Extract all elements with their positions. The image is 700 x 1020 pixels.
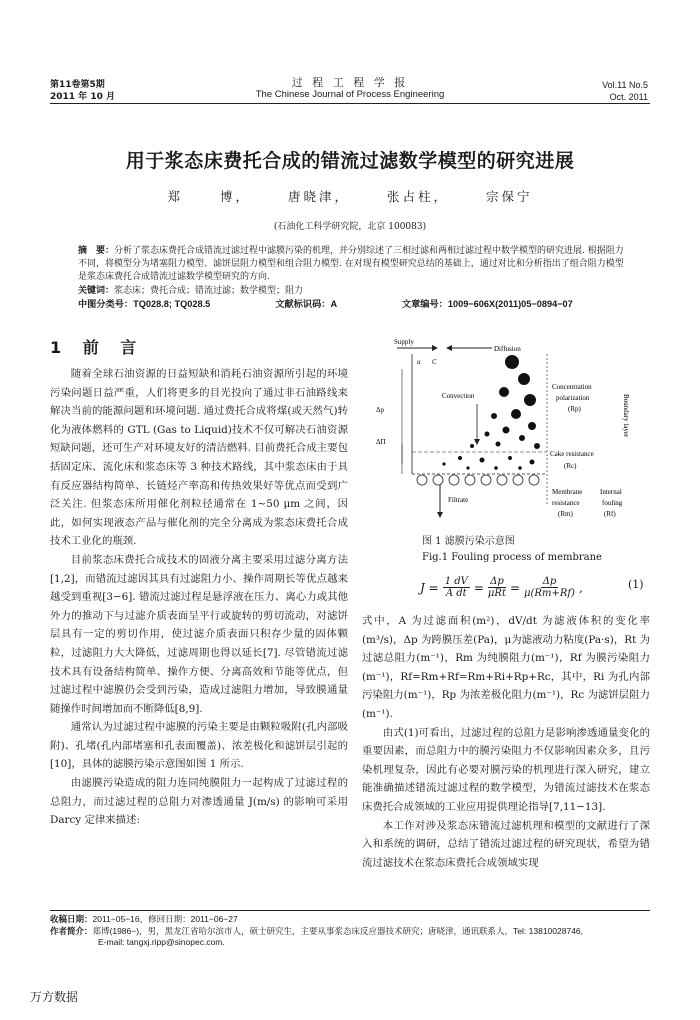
- supply-arrowhead: [432, 345, 438, 351]
- particles: [442, 355, 540, 470]
- right-column: [362, 612, 650, 872]
- label-internal3: (Rf): [604, 510, 616, 518]
- footnote-rule: [50, 910, 650, 911]
- doc-value: A: [330, 298, 337, 309]
- watermark-wanfang: 万方数据: [30, 990, 79, 1004]
- label-rc: (Rc): [564, 462, 577, 470]
- journal-name-cn: 过 程 工 程 学 报: [291, 76, 409, 89]
- pore: [433, 475, 443, 485]
- figure-caption: [362, 534, 700, 566]
- paper-title: 用于浆态床费托合成的错流过滤数学模型的研究进展: [125, 150, 575, 172]
- label-delta-p: Δp: [376, 406, 385, 414]
- diffusion-arrowhead: [446, 345, 452, 351]
- convection-arrowhead: [474, 439, 480, 445]
- label-conc1: Concentration: [552, 383, 592, 391]
- affiliation: (石油化工科学研究院，北京 100083): [273, 222, 427, 232]
- particle: [491, 413, 497, 419]
- particle: [470, 444, 474, 448]
- particle: [519, 435, 525, 441]
- keywords-text: 浆态床；费托合成；错流过滤；数学模型；阻力: [114, 285, 304, 296]
- doc-label: 文献标识码：: [275, 298, 331, 309]
- clc-label: 中图分类号：: [78, 298, 134, 309]
- date-en: Oct. 2011: [609, 92, 648, 102]
- label-convection: Convection: [442, 392, 475, 400]
- journal-name-en: The Chinese Journal of Process Engineering: [255, 89, 445, 100]
- equation-number: (1): [628, 578, 644, 591]
- journal-volume-info: [50, 79, 115, 103]
- article-label: 文章编号：: [401, 298, 448, 309]
- label-internal2: fouling: [602, 499, 623, 507]
- filtrate-arrowhead: [437, 512, 443, 518]
- received-dates: 2011−05−16，修回日期：2011−06−27: [92, 914, 238, 924]
- journal-volume-en: [602, 79, 648, 103]
- pore: [417, 475, 427, 485]
- pore: [513, 475, 523, 485]
- eq-lhs: J =: [420, 580, 439, 595]
- label-conc2: polarization: [556, 394, 590, 402]
- header-rule: [50, 103, 650, 104]
- pore: [449, 475, 459, 485]
- particle: [496, 442, 501, 447]
- eq-frac1-den: A dt: [445, 588, 467, 599]
- particle: [466, 466, 469, 469]
- particle: [485, 432, 490, 437]
- particle: [442, 462, 445, 465]
- label-diffusion: Diffusion: [494, 345, 521, 353]
- particle: [508, 456, 512, 460]
- particle: [505, 355, 519, 369]
- pore: [465, 475, 475, 485]
- pore: [497, 475, 507, 485]
- abstract-text: 分析了浆态床费托合成错流过滤过程中滤膜污染的机理，并分别综述了三相过滤和两相过滤过程中数学模型的研究进展. 根据阻力不同，将模型分为堵塞阻力模型、滤饼层阻力模型和组合阻力模型. 在对现有模型研究总结的基础上，通过对比和分析指出了组合阻力模型是浆态床费托合成错流过滤数学模型研究的方向.: [78, 246, 624, 283]
- issue-date: 2011 年 10 月: [50, 92, 115, 102]
- label-conc3: (Rp): [568, 405, 581, 413]
- eq-frac2-den: μRt: [487, 588, 506, 599]
- particle: [480, 458, 485, 463]
- footnote: [50, 914, 650, 949]
- journal-name: [200, 77, 500, 101]
- pore: [481, 475, 491, 485]
- particle: [503, 427, 510, 434]
- authors: 郑 博， 唐晓津， 张占柱， 宗保宁: [167, 189, 533, 204]
- paragraph: 本工作对涉及浆态床错流过滤机理和模型的文献进行了深入和系统的调研，总结了错流过滤过程的研究现状，希望为错流过滤技术在浆态床费托合成领域实现: [362, 819, 650, 869]
- eq-frac1: [443, 576, 470, 599]
- label-delta-pi: ΔΠ: [376, 438, 386, 446]
- keywords: [78, 285, 626, 298]
- eq-frac3: [524, 576, 575, 599]
- abstract-block: [78, 245, 626, 311]
- particle: [511, 409, 521, 419]
- label-membrane1: Membrane: [552, 488, 583, 496]
- particle: [534, 443, 540, 449]
- particle: [494, 466, 498, 470]
- particle: [524, 394, 536, 406]
- author-bio: [50, 926, 650, 938]
- article-value: 1009−606X(2011)05−0894−07: [447, 298, 573, 309]
- paragraph: 式中，A 为过滤面积(m²)，dV/dt 为滤液体积的变化率(m³/s)，Δp 为跨膜压差(Pa)，μ为滤液动力粘度(Pa·s)，Rt 为过滤总阻力(m⁻¹)，Rm 为纯膜阻力(m⁻¹)，Rf 为膜污染阻力(m⁻¹)，Rf=Rm+Rf=Rm+Ri+Rp+Rc，其中，Ri 为孔内部污染阻力(m⁻¹)，Rp 为浓差极化阻力(m⁻¹)，Rc 为滤饼层阻力(m⁻¹).: [362, 615, 650, 720]
- label-c: C: [432, 358, 437, 366]
- paragraph: 由式(1)可看出，过滤过程的总阻力是影响渗透通量变化的重要因素，而总阻力中的膜污染阻力不仅影响因素众多，且污染机理复杂，因此有必要对膜污染的机理进行深入研究，建立能准确描述错流过滤过程的数学模型，为错流过滤技术在浆态床费托合成领域的工业应用提供理论指导[7,11−13].: [362, 726, 650, 813]
- paragraph: 由滤膜污染造成的阻力连同纯膜阻力一起构成了过滤过程的总阻力，而过滤过程的总阻力对渗透通量 J(m/s) 的影响可采用 Darcy 定律来描述:: [50, 777, 348, 827]
- label-internal1: Internal: [600, 488, 622, 496]
- section-heading-intro: 1 前 言: [50, 338, 145, 357]
- clc-value: TQ028.8; TQ028.5: [133, 298, 211, 309]
- abstract-label: 摘 要：: [78, 246, 115, 256]
- author-bio-label: 作者简介：: [50, 925, 93, 936]
- received-line: [50, 914, 650, 926]
- particle: [530, 460, 535, 465]
- eq-frac3-den: μ(Rm+Rf): [524, 588, 575, 599]
- label-membrane3: (Rm): [558, 510, 573, 518]
- left-column: [50, 365, 348, 830]
- received-label: 收稿日期：: [50, 914, 93, 924]
- particle: [528, 422, 536, 430]
- paragraph: 随着全球石油资源的日益短缺和消耗石油资源所引起的环境污染问题日益严重，人们将更多的目光投向了通过非石油路线来解决当前的能源问题和环境问题. 通过费托合成将煤(或天然气)转化为液体燃料的 GTL (Gas to Liquid)技术不仅可解决石油资源短缺问题，还可生产对环境友好的清洁燃料. 目前费托合成主要包括固定床、流化床和浆态床等 3 种技术路线，其中浆态床由于具有反应器结构简单、长链烃产率高和传热效果好等优点而受到广泛关注. 但浆态床所用催化剂粒径通常在 1~50 μm 之间，因此，如何实现液态产品与催化剂的完全分离成为浆态床费托合成技术工业化的瓶颈.: [50, 368, 348, 548]
- volume-en: Vol.11 No.5: [602, 80, 648, 90]
- particle: [518, 373, 530, 385]
- pore: [529, 475, 539, 485]
- particle: [458, 456, 462, 460]
- author-email: E-mail: tangxj.ripp@sinopec.com.: [98, 937, 225, 947]
- classification-row: [78, 298, 626, 311]
- label-supply: Supply: [394, 338, 414, 346]
- label-filtrate: Filtrate: [448, 496, 469, 504]
- eq-frac1-num: 1 dV: [444, 576, 468, 587]
- label-membrane2: resistance: [552, 499, 580, 507]
- paragraph: 目前浆态床费托合成技术的固液分离主要采用过滤分离方法[1,2]，而错流过滤因其具有过滤阻力小、操作周期长等优点越来越受到重视[3−6]. 错流过滤过程是悬浮液在压力、离心力或其他外力的推动下与过滤介质表面呈平行或旋转的剪切流动，对滤饼层具有一定的剪切作用，使过滤介质表面只积存少量的固体颗粒，过滤阻力大大降低，过滤周期也得以延长[7]. 尽管错流过滤技术具有设备结构简单、操作方便、分离高效和节能等优点，但过滤过程中滤膜仍会受到污染，造成过滤阻力增加，导致膜通量随操作时间增加而不断降低[8,9].: [50, 553, 348, 715]
- label-cake: Cake resistance: [550, 450, 594, 458]
- particle: [518, 466, 522, 470]
- figure-caption-en: Fig.1 Fouling process of membrane: [422, 552, 602, 563]
- fouling-diagram: [372, 334, 644, 532]
- volume-issue: 第11卷第5期: [50, 80, 105, 90]
- paragraph: 通常认为过滤过程中滤膜的污染主要是由颗粒吸附(孔内部吸附)、孔堵(孔内部堵塞和孔表面覆盖)、浓差极化和滤饼层引起的[10]，具体的滤膜污染示意图如图 1 所示.: [50, 721, 348, 771]
- keywords-label: 关键词：: [78, 285, 115, 296]
- figure-caption-cn: 图 1 滤膜污染示意图: [422, 536, 515, 547]
- eq-tail: ,: [578, 580, 583, 595]
- label-boundary: Boundary layer: [622, 394, 630, 438]
- abstract: [78, 245, 626, 285]
- eq-frac2: [488, 576, 506, 599]
- eq-frac3-num: Δp: [542, 576, 557, 587]
- particle: [499, 387, 509, 397]
- label-u: u: [417, 358, 421, 366]
- equation-1: J = $\frac{1 dV}{\text{A dt}}$ = Δp μRt = $\frac{\Delta p}{\mu(Rm+Rf)}$ ,: [420, 576, 583, 599]
- membrane-pores: [417, 475, 539, 485]
- eq-frac2-num: Δp: [490, 576, 504, 587]
- author-bio-text: 郑博(1986−)，男，黑龙江省哈尔滨市人，硕士研究生，主要从事浆态床反应器技术研究；唐晓津，通讯联系人，Tel: 13810028746,: [92, 925, 584, 936]
